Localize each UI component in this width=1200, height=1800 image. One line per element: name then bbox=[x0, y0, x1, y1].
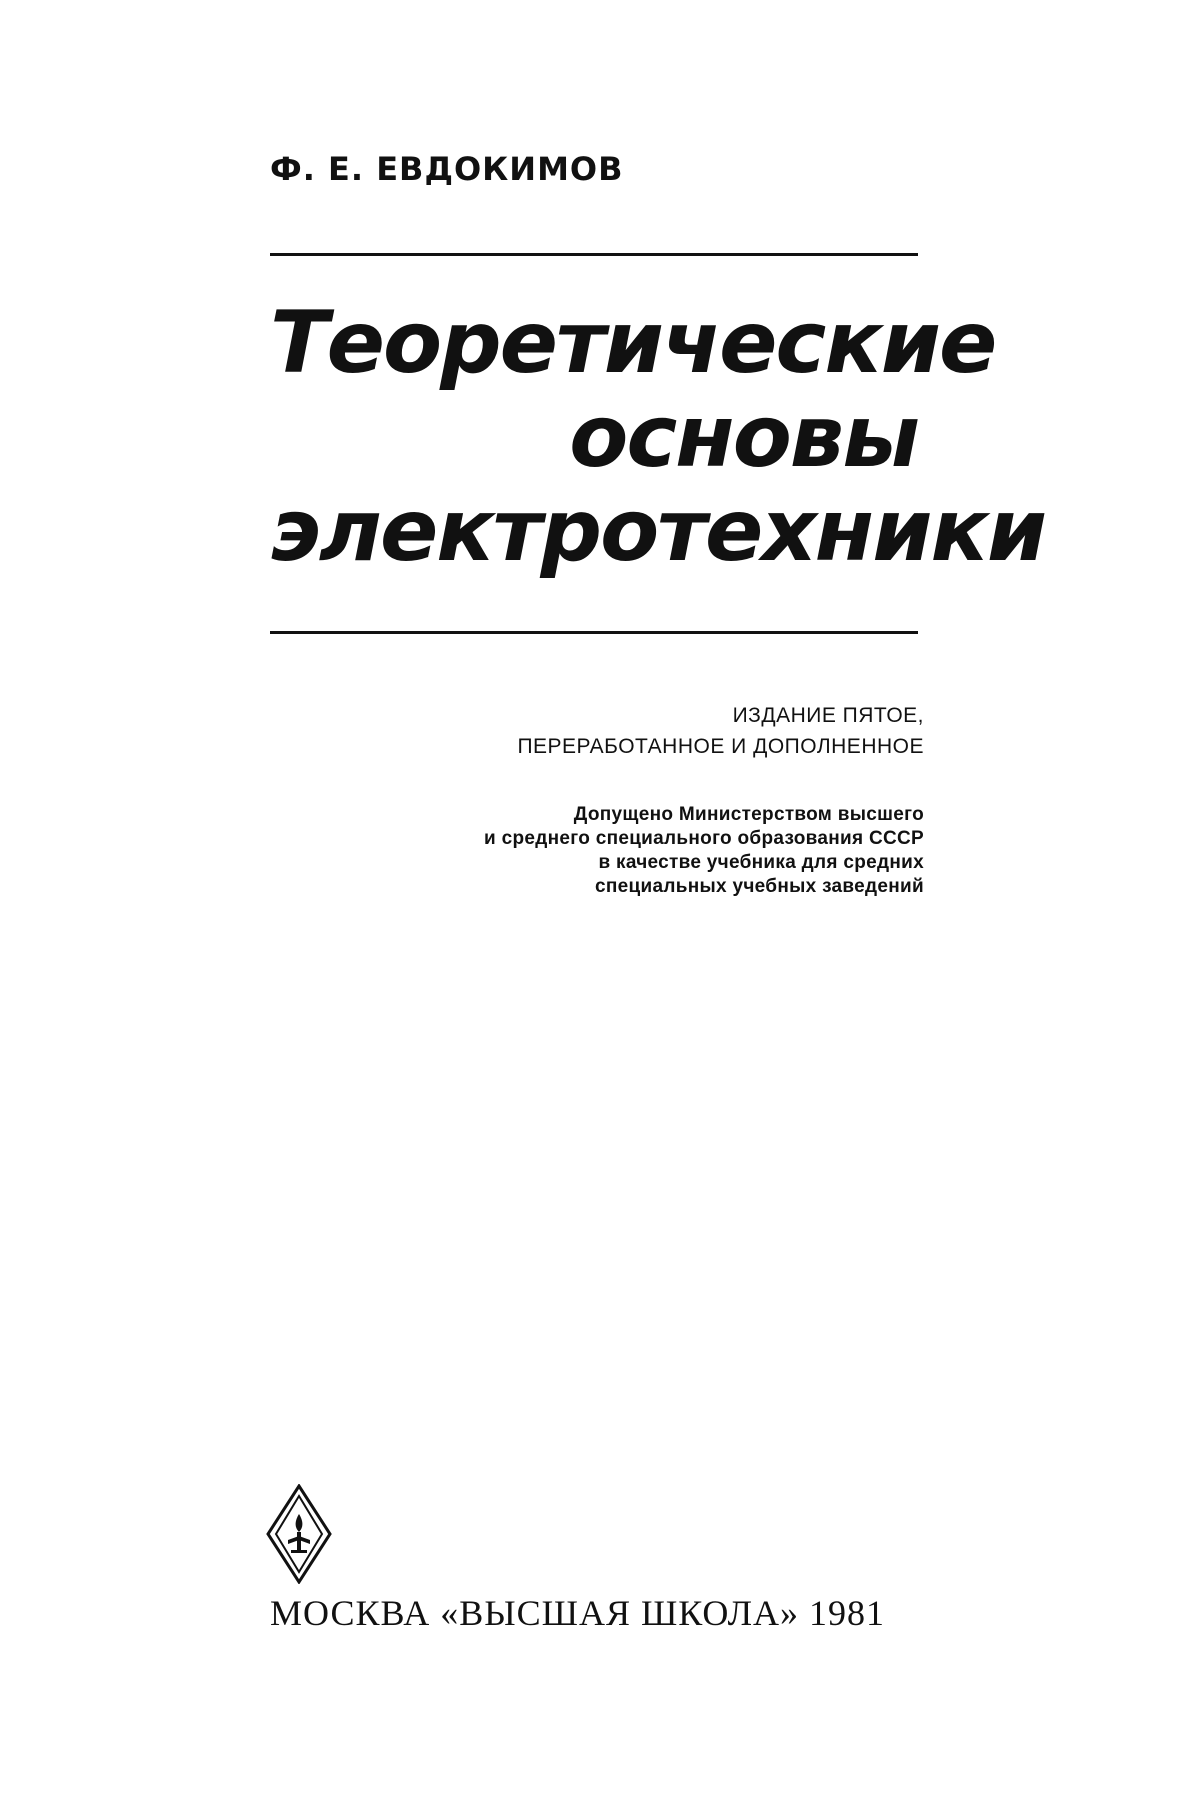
book-title bbox=[270, 293, 1046, 581]
approval-line-4: специальных учебных заведений bbox=[595, 876, 924, 897]
title-line-1: Теоретические bbox=[270, 293, 996, 393]
publisher-footer: МОСКВА «ВЫСШАЯ ШКОЛА» 1981 bbox=[270, 1593, 886, 1633]
title-line-2: основы bbox=[569, 387, 918, 487]
edition-line-1: ИЗДАНИЕ ПЯТОЕ, bbox=[732, 704, 924, 727]
approval-line-2: и среднего специального образования СССР bbox=[484, 828, 924, 849]
title-line-3: электротехники bbox=[270, 481, 1046, 581]
edition-note bbox=[270, 700, 924, 762]
author-name: Ф. Е. ЕВДОКИМОВ bbox=[270, 150, 624, 188]
edition-line-2: ПЕРЕРАБОТАННОЕ И ДОПОЛНЕННОЕ bbox=[517, 735, 924, 758]
divider-bottom bbox=[270, 631, 918, 634]
divider-top bbox=[270, 253, 918, 256]
approval-note bbox=[270, 803, 924, 899]
publisher-emblem-icon bbox=[266, 1484, 332, 1584]
approval-line-1: Допущено Министерством высшего bbox=[573, 804, 924, 825]
approval-line-3: в качестве учебника для средних bbox=[598, 852, 924, 873]
